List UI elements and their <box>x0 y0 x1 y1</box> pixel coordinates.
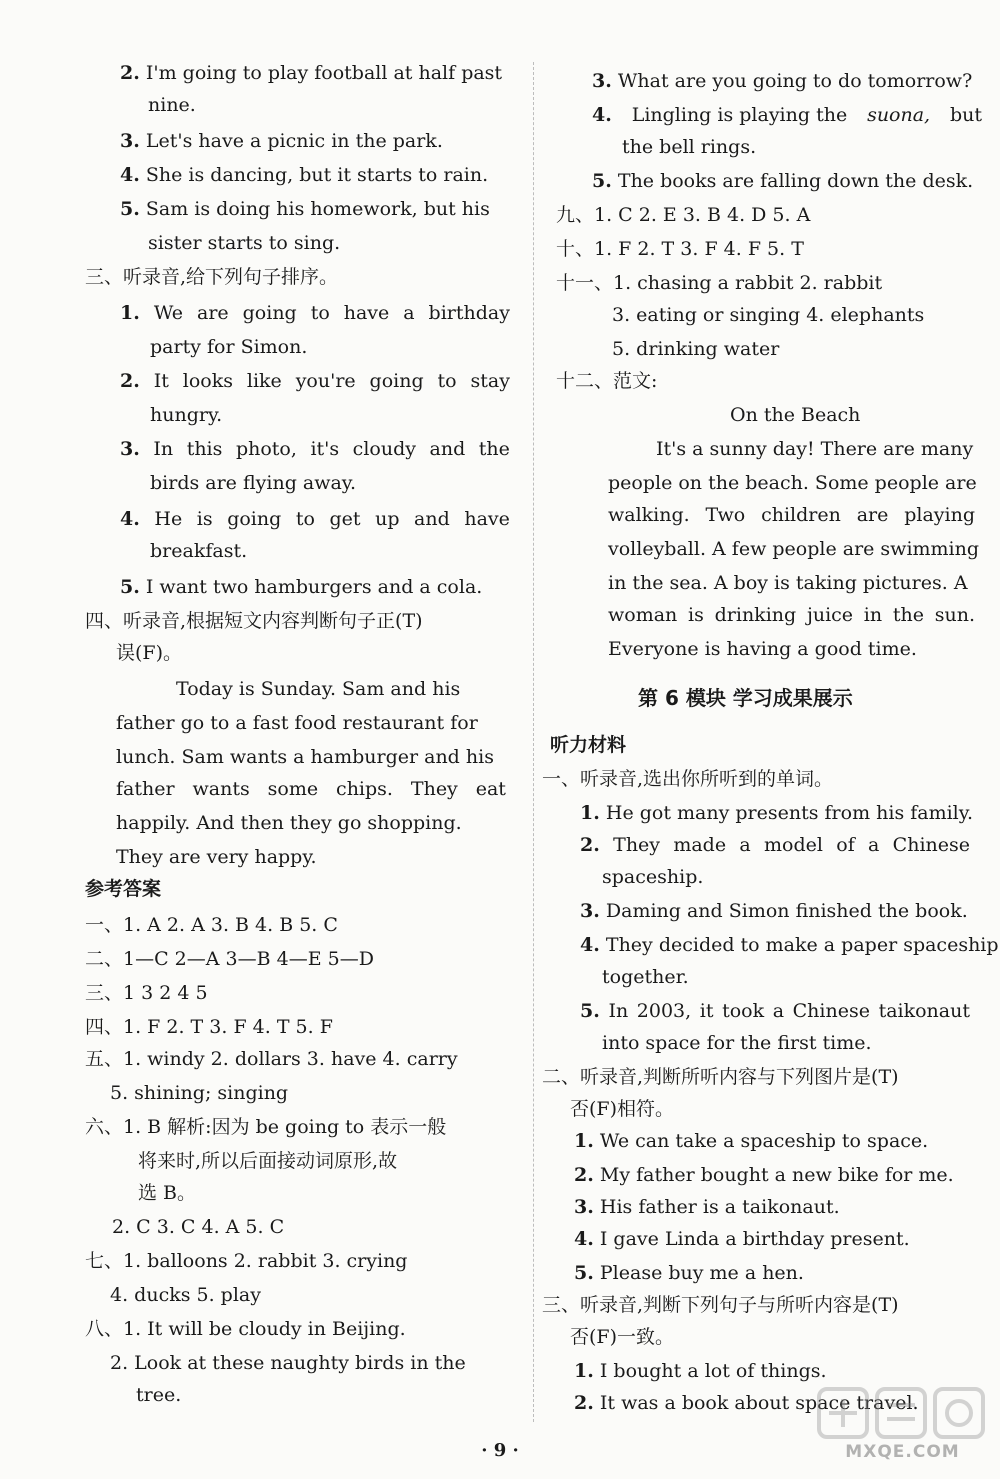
essay-line4: volleyball. A few people are swimming <box>608 538 980 560</box>
section-4-heading-line2: 误(F)。 <box>116 642 183 664</box>
answer-3: 三、1 3 2 4 5 <box>85 982 208 1004</box>
answer-8-line1: 八、1. It will be cloudy in Beijing. <box>85 1318 406 1340</box>
page-number: · 9 · <box>481 1440 519 1461</box>
passage-line4: father wants some chips. They eat <box>116 778 506 800</box>
s3-item-5: 5. I want two hamburgers and a cola. <box>120 576 483 598</box>
essay-line3: walking. Two children are playing <box>608 504 975 526</box>
s3-item-1-line1: 1. We are going to have a birthday <box>120 302 510 324</box>
answer-2: 二、1—C 2—A 3—B 4—E 5—D <box>85 948 374 970</box>
l1-item-2-line1: 2. They made a model of a Chinese <box>580 834 970 856</box>
s3-item-3-line2: birds are flying away. <box>150 472 357 494</box>
l1-item-4-line1: 4. They decided to make a paper spaceship <box>580 934 999 956</box>
answer-8-line3: tree. <box>136 1384 182 1406</box>
answer-5-line2: 5. shining; singing <box>110 1082 289 1104</box>
item-2-line1: 2. I'm going to play football at half past <box>120 62 503 84</box>
l1-item-1: 1. He got many presents from his family. <box>580 802 974 824</box>
passage-line6: They are very happy. <box>116 846 317 868</box>
essay-line5: in the sea. A boy is taking pictures. A <box>608 572 968 594</box>
r-item-4-line1: 4. Lingling is playing the suona, but <box>592 104 982 126</box>
answer-1: 一、1. A 2. A 3. B 4. B 5. C <box>85 914 338 936</box>
essay-line2: people on the beach. Some people are <box>608 472 977 494</box>
l2-item-5: 5. Please buy me a hen. <box>574 1262 804 1284</box>
s3-item-3-line1: 3. In this photo, it's cloudy and the <box>120 438 510 460</box>
listening-section-3-heading-line2: 否(F)一致。 <box>570 1326 675 1348</box>
answer-7-line2: 4. ducks 5. play <box>110 1284 261 1306</box>
l1-item-4-line2: together. <box>602 966 689 988</box>
answer-10: 十、1. F 2. T 3. F 4. F 5. T <box>556 238 804 260</box>
answer-6-line2: 将来时,所以后面接动词原形,故 <box>138 1150 398 1172</box>
item-2-line2: nine. <box>148 94 196 116</box>
s3-item-4-line1: 4. He is going to get up and have <box>120 508 510 530</box>
passage-line1: Today is Sunday. Sam and his <box>176 678 461 700</box>
listening-section-2-heading-line1: 二、听录音,判断所听内容与下列图片是(T) <box>542 1066 899 1088</box>
l2-item-2: 2. My father bought a new bike for me. <box>574 1164 954 1186</box>
s3-item-2-line1: 2. It looks like you're going to stay <box>120 370 510 392</box>
answer-11-line2: 3. eating or singing 4. elephants <box>612 304 925 326</box>
section-4-heading-line1: 四、听录音,根据短文内容判断句子正(T) <box>85 610 423 632</box>
l1-item-5-line1: 5. In 2003, it took a Chinese taikonaut <box>580 1000 970 1022</box>
l3-item-2: 2. It was a book about space travel. <box>574 1392 919 1414</box>
answer-9: 九、1. C 2. E 3. B 4. D 5. A <box>556 204 811 226</box>
listening-section-2-heading-line2: 否(F)相符。 <box>570 1098 675 1120</box>
l2-item-1: 1. We can take a spaceship to space. <box>574 1130 929 1152</box>
watermark-text: MXQE.COM <box>845 1442 960 1462</box>
answer-8-line2: 2. Look at these naughty birds in the <box>110 1352 466 1374</box>
essay-line7: Everyone is having a good time. <box>608 638 917 660</box>
r-item-3: 3. What are you going to do tomorrow? <box>592 70 973 92</box>
answer-12-heading: 十二、范文: <box>556 370 658 392</box>
passage-line2: father go to a fast food restaurant for <box>116 712 478 734</box>
essay-title: On the Beach <box>730 404 861 426</box>
l3-item-1: 1. I bought a lot of things. <box>574 1360 827 1382</box>
item-4: 4. She is dancing, but it starts to rain. <box>120 164 489 186</box>
passage-line5: happily. And then they go shopping. <box>116 812 462 834</box>
module-title: 第 6 模块 学习成果展示 <box>638 686 853 710</box>
essay-line1: It's a sunny day! There are many <box>656 438 974 460</box>
s3-item-4-line2: breakfast. <box>150 540 248 562</box>
listening-material-heading: 听力材料 <box>550 734 627 756</box>
listening-section-1-heading: 一、听录音,选出你所听到的单词。 <box>542 768 834 790</box>
essay-line6: woman is drinking juice in the sun. <box>608 604 975 626</box>
item-5-line2: sister starts to sing. <box>148 232 341 254</box>
l1-item-3: 3. Daming and Simon finished the book. <box>580 900 968 922</box>
reference-answers-heading: 参考答案 <box>85 878 162 900</box>
answer-7-line1: 七、1. balloons 2. rabbit 3. crying <box>85 1250 408 1272</box>
s3-item-1-line2: party for Simon. <box>150 336 308 358</box>
answer-5-line1: 五、1. windy 2. dollars 3. have 4. carry <box>85 1048 458 1070</box>
answer-6-line3: 选 B。 <box>138 1182 197 1204</box>
answer-4: 四、1. F 2. T 3. F 4. T 5. F <box>85 1016 333 1038</box>
column-divider <box>533 62 534 1422</box>
listening-section-3-heading-line1: 三、听录音,判断下列句子与所听内容是(T) <box>542 1294 899 1316</box>
answer-6-line1: 六、1. B 解析:因为 be going to 表示一般 <box>85 1116 447 1138</box>
answer-6-line4: 2. C 3. C 4. A 5. C <box>112 1216 285 1238</box>
item-5-line1: 5. Sam is doing his homework, but his <box>120 198 490 220</box>
answer-11-line1: 十一、1. chasing a rabbit 2. rabbit <box>556 272 883 294</box>
s3-item-2-line2: hungry. <box>150 404 223 426</box>
r-item-5: 5. The books are falling down the desk. <box>592 170 974 192</box>
passage-line3: lunch. Sam wants a hamburger and his <box>116 746 494 768</box>
l1-item-5-line2: into space for the first time. <box>602 1032 872 1054</box>
r-item-4-line2: the bell rings. <box>622 136 757 158</box>
answer-11-line3: 5. drinking water <box>612 338 780 360</box>
item-3: 3. Let's have a picnic in the park. <box>120 130 443 152</box>
section-3-heading: 三、听录音,给下列句子排序。 <box>85 266 339 288</box>
l2-item-4: 4. I gave Linda a birthday present. <box>574 1228 910 1250</box>
l2-item-3: 3. His father is a taikonaut. <box>574 1196 840 1218</box>
l1-item-2-line2: spaceship. <box>602 866 704 888</box>
